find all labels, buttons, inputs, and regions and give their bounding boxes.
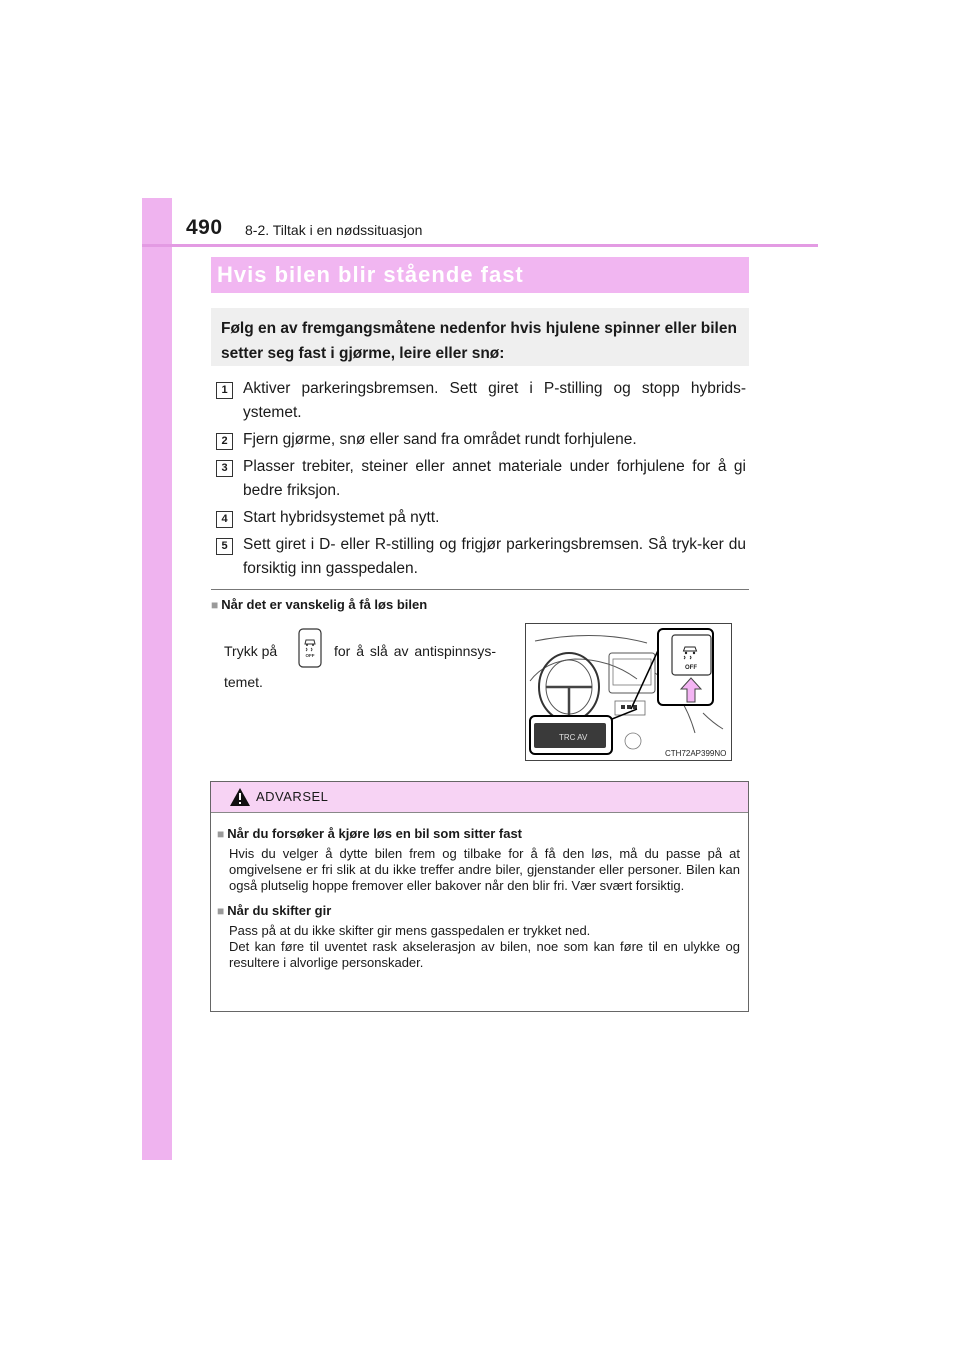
warning-item-heading bbox=[217, 902, 740, 920]
press-continuation: temet. bbox=[224, 674, 263, 690]
step-text: Fjern gjørme, snø eller sand fra området rundt forhjulene. bbox=[243, 431, 637, 448]
warning-box bbox=[210, 781, 749, 1012]
warning-header bbox=[211, 782, 748, 813]
step-text: Plasser trebiter, steiner eller annet materiale under forhjulene for å gi bedre friksjon. bbox=[243, 458, 746, 499]
warning-item-heading-text: Når du skifter gir bbox=[227, 903, 332, 918]
square-bullet-icon: ■ bbox=[217, 827, 225, 841]
page-number: 490 bbox=[186, 216, 223, 239]
warning-item-text: Det kan føre til uventet rask akselerasjon av bilen, noe som kan føre til en ulykke og resultere i alvorlige personskader. bbox=[229, 939, 740, 970]
side-color-band bbox=[142, 198, 172, 1160]
warning-item-heading bbox=[217, 825, 740, 843]
step-number: 3 bbox=[216, 460, 233, 477]
figure-off-label: OFF bbox=[685, 665, 697, 671]
step-item bbox=[216, 506, 746, 530]
section-divider bbox=[211, 589, 749, 590]
press-word: Trykk på bbox=[224, 643, 278, 659]
step-number: 2 bbox=[216, 433, 233, 450]
figure-code: CTH72AP399NO bbox=[665, 749, 727, 758]
button-icon-label: OFF bbox=[305, 653, 315, 658]
subsection-heading bbox=[211, 597, 427, 612]
trc-off-button-icon bbox=[298, 628, 322, 668]
step-number: 1 bbox=[216, 382, 233, 399]
intro-box bbox=[211, 308, 749, 366]
warning-triangle-icon bbox=[229, 787, 251, 807]
step-number: 4 bbox=[216, 511, 233, 528]
step-item bbox=[216, 428, 746, 452]
square-bullet-icon: ■ bbox=[211, 598, 219, 612]
page-title bbox=[211, 257, 749, 293]
step-item bbox=[216, 377, 746, 425]
warning-item-heading-text: Når du forsøker å kjøre løs en bil som sitter fast bbox=[227, 826, 523, 841]
section-label: 8-2. Tiltak i en nødssituasjon bbox=[245, 222, 423, 238]
step-list bbox=[216, 377, 746, 584]
dashboard-figure bbox=[525, 623, 732, 761]
warning-body bbox=[211, 813, 748, 971]
step-text: Start hybridsystemet på nytt. bbox=[243, 509, 440, 526]
figure-display-text: TRC AV bbox=[559, 733, 588, 742]
step-item bbox=[216, 533, 746, 581]
header-rule bbox=[142, 244, 818, 247]
step-number: 5 bbox=[216, 538, 233, 555]
subsection-heading-text: Når det er vanskelig å få løs bilen bbox=[221, 597, 428, 612]
intro-text: Følg en av fremgangsmåtene nedenfor hvis hjulene spinner eller bilen setter seg fast i gjørme, leire eller snø: bbox=[221, 320, 737, 362]
warning-item-text: Hvis du velger å dytte bilen frem og tilbake for å få den løs, må du passe på at omgivelsene er fri slik at du ikke treffer andre biler, gjenstander eller personer. Bilen kan også plutselig hoppe fremover eller bakover når den blir fri. Vær svært forsiktig. bbox=[229, 846, 740, 893]
warning-item-text: Pass på at du ikke skifter gir mens gasspedalen er trykket ned. bbox=[229, 923, 591, 938]
step-text: Aktiver parkeringsbremsen. Sett giret i P-stilling og stopp hybrids-ystemet. bbox=[243, 380, 746, 421]
press-rest: for å slå av antispinnsys- bbox=[334, 643, 497, 659]
page-title-text: Hvis bilen blir stående fast bbox=[217, 262, 524, 287]
step-text: Sett giret i D- eller R-stilling og frigjør parkeringsbremsen. Så tryk-ker du forsiktig inn gasspedalen. bbox=[243, 536, 746, 577]
warning-title: ADVARSEL bbox=[256, 789, 329, 804]
step-item bbox=[216, 455, 746, 503]
square-bullet-icon: ■ bbox=[217, 904, 225, 918]
